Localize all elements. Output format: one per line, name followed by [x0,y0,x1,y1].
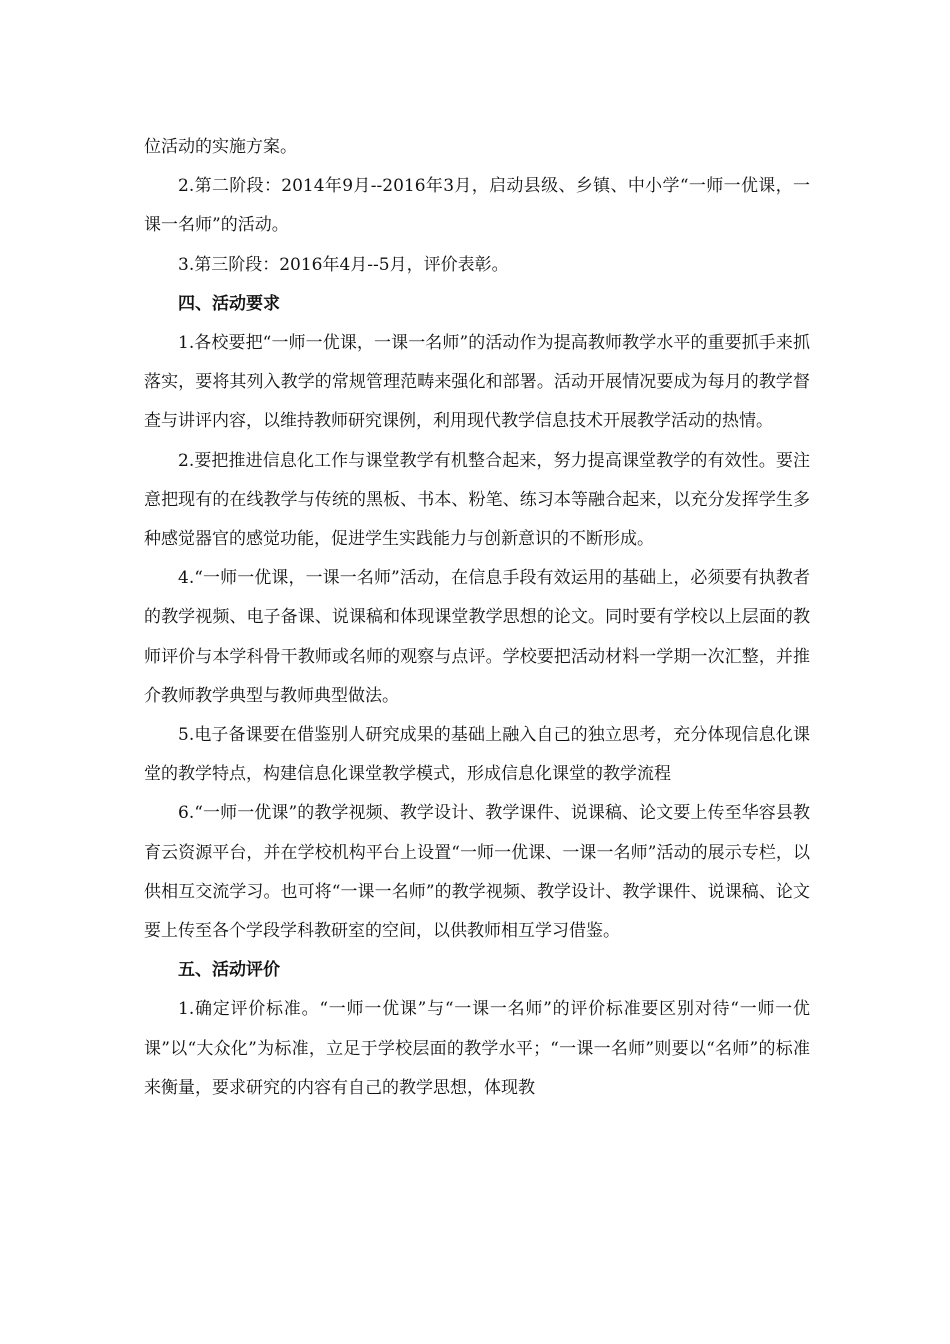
paragraph-requirement-6: 6.“一师一优课”的教学视频、教学设计、教学课件、说课稿、论文要上传至华容县教育云资源平台，并在学校机构平台上设置“一师一优课、一课一名师”活动的展示专栏，以供相互交流学习。也可将“一课一名师”的教学视频、教学设计、教学课件、说课稿、论文要上传至各个学段学科教研室的空间，以供教师相互学习借鉴。 [144,803,810,942]
paragraph-requirement-2: 2.要把推进信息化工作与课堂教学有机整合起来，努力提高课堂教学的有效性。要注意把现有的在线教学与传统的黑板、书本、粉笔、练习本等融合起来，以充分发挥学生多种感觉器官的感觉功能，促进学生实践能力与创新意识的不断形成。 [144,450,810,550]
paragraph-requirement-5: 5.电子备课要在借鉴别人研究成果的基础上融入自己的独立思考，充分体现信息化课堂的教学特点，构建信息化课堂教学模式，形成信息化课堂的教学流程 [144,725,810,785]
paragraph-evaluation-1: 1.确定评价标准。“一师一优课”与“一课一名师”的评价标准要区别对待“一师一优课”以“大众化”为标准，立足于学校层面的教学水平；“一课一名师”则要以“名师”的标准来衡量，要求研究的内容有自己的教学思想，体现教 [144,999,810,1098]
section-heading-evaluation: 五、活动评价 [178,960,280,981]
section-heading-requirements: 四、活动要求 [178,293,280,314]
paragraph-phase-two: 2.第二阶段：2014年9月--2016年3月，启动县级、乡镇、中小学“一师一优课，一课一名师”的活动。 [144,176,810,236]
paragraph-requirement-4: 4.“一师一优课，一课一名师”活动，在信息手段有效运用的基础上，必须要有执教者的教学视频、电子备课、说课稿和体现课堂教学思想的论文。同时要有学校以上层面的教师评价与本学科骨干教师或名师的观察与点评。学校要把活动材料一学期一次汇整，并推介教师教学典型与教师典型做法。 [144,568,810,706]
paragraph-continuation: 位活动的实施方案。 [144,137,297,157]
document-page [144,128,810,1108]
paragraph-phase-three: 3.第三阶段：2016年4月--5月，评价表彰。 [178,254,509,275]
paragraph-requirement-1: 1.各校要把“一师一优课，一课一名师”的活动作为提高教师教学水平的重要抓手来抓落实，要将其列入教学的常规管理范畴来强化和部署。活动开展情况要成为每月的教学督查与讲评内容，以维持教师研究课例，利用现代教学信息技术开展教学活动的热情。 [144,333,810,432]
